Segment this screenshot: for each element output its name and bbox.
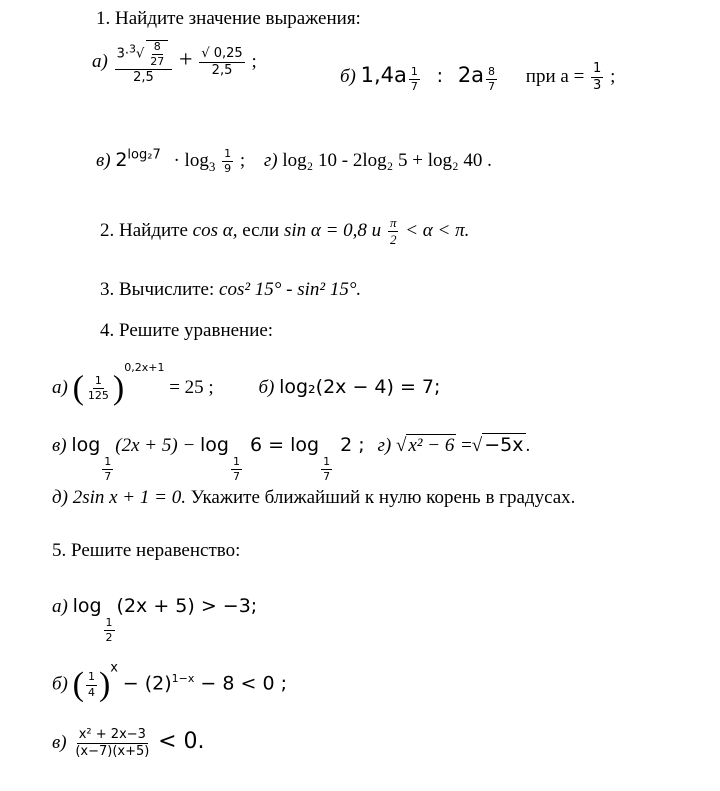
t4g-root2: −5x — [484, 434, 524, 456]
semicolon: ; — [239, 149, 246, 171]
task2-sin: sin α = 0,8 и — [283, 220, 382, 242]
val-frac — [591, 62, 603, 94]
task1-b-label: б) — [340, 66, 356, 88]
t5a-label: а) — [52, 596, 68, 617]
t4a-rhs: = 25 ; — [169, 377, 214, 398]
task1-a-frac2 — [199, 47, 244, 79]
exp2-num: 8 — [486, 66, 497, 80]
t4v-log2: log — [200, 434, 229, 456]
t5v-num: x² + 2x−3 — [77, 728, 148, 744]
t4v-arg1: (2x + 5) − — [115, 435, 201, 456]
t5a-rest: (2x + 5) > −3; — [116, 595, 258, 617]
sub-den: 7 — [233, 470, 240, 484]
t4g-label: г) — [377, 435, 392, 456]
t4v-label: в) — [52, 435, 67, 456]
t5b-exp: x — [110, 660, 118, 676]
v-log-base: 3 — [208, 158, 216, 174]
t5a-log: log — [72, 595, 102, 617]
task1-b — [340, 62, 615, 94]
task1-heading: 1. Найдите значение выражения: — [96, 8, 361, 29]
t5b-den: 4 — [87, 685, 95, 699]
task4-a: а) ( $\frac{1}{125}$ )$^{0,2x+1}$ = 25 ; б) log₂(2x − 4) = 7; — [52, 361, 441, 407]
v-log: · log — [173, 149, 209, 171]
exp1-num: 1 — [409, 66, 420, 80]
sub-num: 1 — [102, 456, 113, 470]
exp2 — [486, 66, 497, 93]
semicolon: ; — [610, 66, 616, 88]
t4d-expr: 2sin x + 1 = 0. — [72, 487, 186, 508]
t4b-label: б) — [258, 377, 275, 398]
exp1 — [409, 66, 420, 93]
sub-den: 7 — [104, 470, 112, 484]
root-den: 27 — [150, 55, 165, 69]
task4-d — [52, 487, 575, 509]
t4a-den: 125 — [87, 389, 109, 403]
task1-a-frac2-num: √ 0,25 — [199, 47, 244, 63]
t4v-log3: log — [290, 434, 320, 456]
t4g-eq: = — [456, 435, 472, 456]
val-num: 1 — [591, 62, 603, 78]
when-text: при a = — [525, 66, 585, 88]
t4d-rest: Укажите ближайший к нулю корень в градусах. — [185, 487, 576, 508]
task1-a-frac1-den: 2,5 — [133, 70, 154, 86]
t4a-num: 1 — [93, 375, 104, 389]
sub-num: 1 — [104, 617, 115, 631]
t4v-arg2: 6 = — [244, 434, 291, 456]
t5a-sub — [104, 617, 115, 644]
task5-v — [52, 728, 205, 760]
task1-a-root-frac — [146, 40, 168, 68]
task1-a-root-index: 3 — [128, 42, 136, 56]
v-frac — [222, 148, 233, 175]
semicolon: ; — [251, 51, 257, 73]
t5b-rest2: − 8 < 0 ; — [194, 672, 287, 695]
t4a-label: а) — [52, 377, 68, 398]
task1-a-frac2-den: 2,5 — [211, 63, 233, 79]
v-frac-num: 1 — [222, 148, 233, 162]
task1-v-label: в) — [96, 149, 111, 171]
task5-heading: 5. Решите неравенство: — [52, 540, 241, 561]
task1-a-coef: 3· — [116, 46, 129, 62]
exp1-den: 7 — [410, 79, 418, 93]
task3-expr: cos² 15° - sin² 15°. — [219, 279, 362, 300]
v-exp: log₂7 — [127, 147, 161, 163]
t4d-label: д) — [52, 487, 68, 508]
sub-num: 1 — [321, 456, 332, 470]
task5-b: б) ( $\frac{1}{4}$ )$^x - (2)^{1-x} - 8 < 0$ ; — [52, 660, 287, 703]
task1-g-label: г) — [263, 149, 278, 171]
t5v-rest: < 0. — [158, 729, 205, 755]
t5b-num: 1 — [86, 671, 97, 685]
t5b-label: б) — [52, 673, 68, 695]
t5b-frac — [86, 671, 97, 698]
t4a-frac — [86, 375, 111, 402]
task2-mid: если — [237, 220, 284, 242]
root-num: 8 — [152, 41, 163, 55]
task2-cos: cos α, — [192, 220, 238, 242]
sub-den: 2 — [105, 631, 113, 645]
t4v-sub1 — [102, 456, 113, 483]
task4-heading: 4. Решите уравнение: — [100, 320, 274, 341]
t4b-expr: log₂(2x − 4) = 7; — [279, 376, 441, 398]
t5v-den: (x−7)(x+5) — [75, 744, 150, 760]
sub-den: 7 — [323, 470, 331, 484]
v-frac-den: 9 — [224, 162, 232, 176]
task2 — [100, 216, 469, 248]
task2-end: < α < π. — [405, 220, 470, 242]
t4v-sub2 — [231, 456, 242, 483]
colon: : — [436, 65, 444, 88]
task5-a — [52, 595, 257, 644]
task1-v — [96, 148, 492, 175]
task4-v: в) log $\frac{1}{7}$ (2x + 5) − log $\frac{1}{7}$ 6 = log $\frac{1}{7}$ 2 ; г) √ x² − 6 =√ −5x . — [52, 434, 531, 484]
base2: 2a — [457, 63, 485, 88]
t5v-frac — [73, 728, 151, 760]
pi-num: π — [388, 216, 399, 232]
task1-a — [92, 40, 257, 85]
task1-a-label: а) — [92, 51, 108, 73]
task3-text: 3. Вычислите: — [100, 279, 220, 300]
task1-a-frac1: 3·$^3$√ $\frac{8}{27}$ 2,5 — [115, 40, 173, 85]
t5b-rest: − (2) — [122, 672, 172, 695]
task2-start: 2. Найдите — [100, 220, 193, 242]
pi-den: 2 — [389, 232, 397, 248]
t4g-end: . — [525, 435, 531, 456]
t4a-exp: 0,2x+1 — [124, 361, 165, 374]
t4g-root1: x² − 6 — [408, 435, 455, 456]
t4v-sub3 — [321, 456, 332, 483]
task2-pi-frac — [388, 216, 399, 248]
exp2-den: 7 — [488, 79, 496, 93]
v-base: 2 — [115, 148, 128, 171]
t4v-log1: log — [71, 434, 101, 456]
t5v-label: в) — [52, 732, 67, 754]
task1-g-expr: log₂ 10 - 2log₂ 5 + log₂ 40 . — [282, 149, 492, 171]
plus-sign: + — [179, 47, 193, 74]
t5b-exp2: 1−x — [171, 672, 195, 686]
task3 — [100, 279, 361, 301]
val-den: 3 — [593, 78, 602, 94]
sub-num: 1 — [231, 456, 242, 470]
base1: 1,4a — [360, 63, 407, 88]
t4v-arg3: 2 ; — [334, 434, 365, 456]
